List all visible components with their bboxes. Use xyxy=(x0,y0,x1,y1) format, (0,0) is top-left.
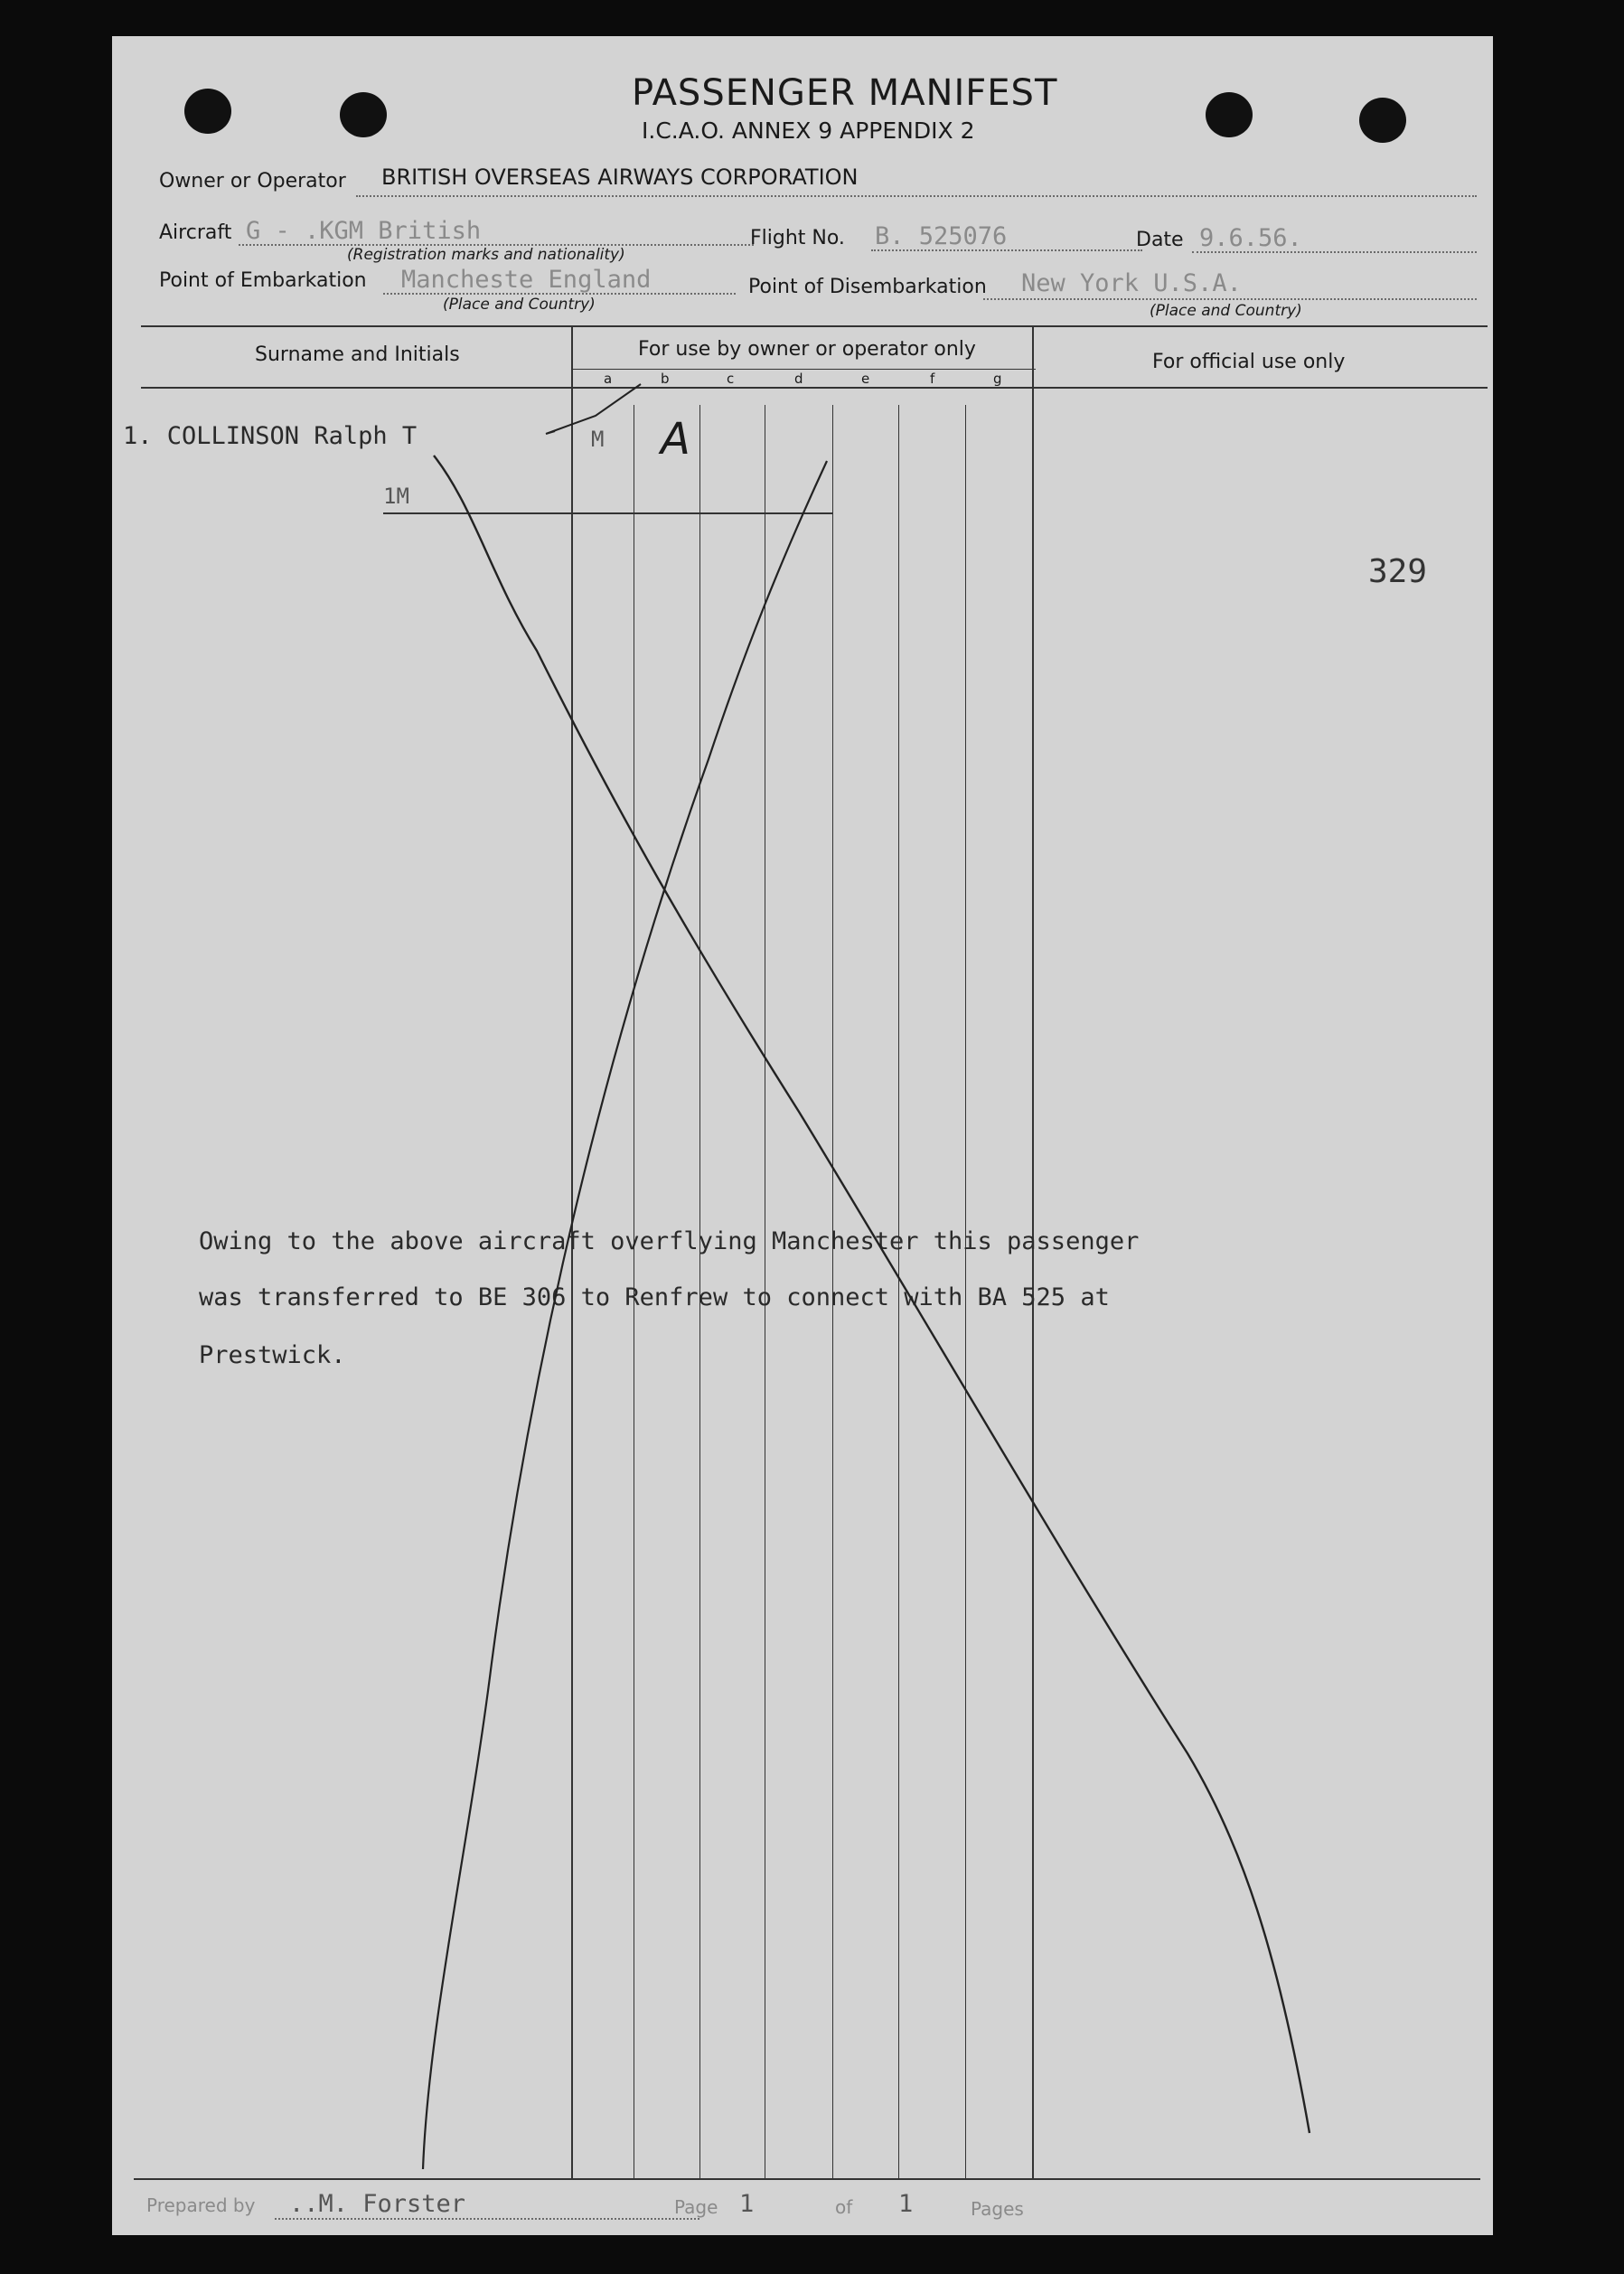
date-label: Date xyxy=(1136,229,1184,251)
note-line-2: was transferred to BE 306 to Renfrew to connect with BA 525 at xyxy=(199,1283,1110,1311)
prepared-value: ..M. Forster xyxy=(289,2190,466,2218)
passenger-subnote: 1M xyxy=(383,484,409,509)
subcol-e: e xyxy=(861,371,870,387)
passenger-col-a: M xyxy=(591,427,605,452)
subcol-g: g xyxy=(993,371,1002,387)
aircraft-label: Aircraft xyxy=(159,221,232,244)
page-label: Page xyxy=(674,2196,718,2218)
of-value: 1 xyxy=(898,2190,914,2218)
embarkation-value: Mancheste England xyxy=(401,266,652,294)
prepared-label: Prepared by xyxy=(146,2194,256,2216)
col-surname-header: Surname and Initials xyxy=(255,343,460,366)
passenger-col-b: A xyxy=(661,414,690,465)
disembarkation-value: New York U.S.A. xyxy=(1021,269,1242,297)
subcol-b: b xyxy=(661,371,670,387)
col-official-header: For official use only xyxy=(1152,351,1346,373)
subcol-f: f xyxy=(930,371,935,387)
subcol-d: d xyxy=(794,371,803,387)
prepared-dotline xyxy=(275,2218,699,2220)
manifest-sheet xyxy=(112,36,1493,2235)
official-number: 329 xyxy=(1368,553,1428,590)
note-line-1: Owing to the above aircraft overflying Manchester this passenger xyxy=(199,1227,1140,1255)
page-value: 1 xyxy=(739,2190,755,2218)
aircraft-note: (Registration marks and nationality) xyxy=(347,246,625,264)
page-subtitle: I.C.A.O. ANNEX 9 APPENDIX 2 xyxy=(642,117,975,144)
subcol-a: a xyxy=(604,371,613,387)
passenger-entry: 1. COLLINSON Ralph T xyxy=(123,422,418,450)
flight-label: Flight No. xyxy=(750,227,845,249)
subcol-c: c xyxy=(727,371,735,387)
flight-value: B. 525076 xyxy=(875,222,1008,250)
note-line-3: Prestwick. xyxy=(199,1341,346,1369)
aircraft-value: G - .KGM British xyxy=(246,217,482,245)
disembarkation-note: (Place and Country) xyxy=(1150,302,1302,320)
page-title: PASSENGER MANIFEST xyxy=(632,72,1058,114)
owner-label: Owner or Operator xyxy=(159,170,346,193)
col-owner-header: For use by owner or operator only xyxy=(638,338,976,361)
pen-crossout xyxy=(112,36,1493,2235)
pages-label: Pages xyxy=(971,2198,1024,2220)
embarkation-label: Point of Embarkation xyxy=(159,269,367,292)
date-value: 9.6.56. xyxy=(1199,224,1302,252)
embarkation-note: (Place and Country) xyxy=(443,296,596,314)
disembarkation-label: Point of Disembarkation xyxy=(748,276,987,298)
owner-value: BRITISH OVERSEAS AIRWAYS CORPORATION xyxy=(381,164,859,190)
of-label: of xyxy=(835,2196,853,2218)
